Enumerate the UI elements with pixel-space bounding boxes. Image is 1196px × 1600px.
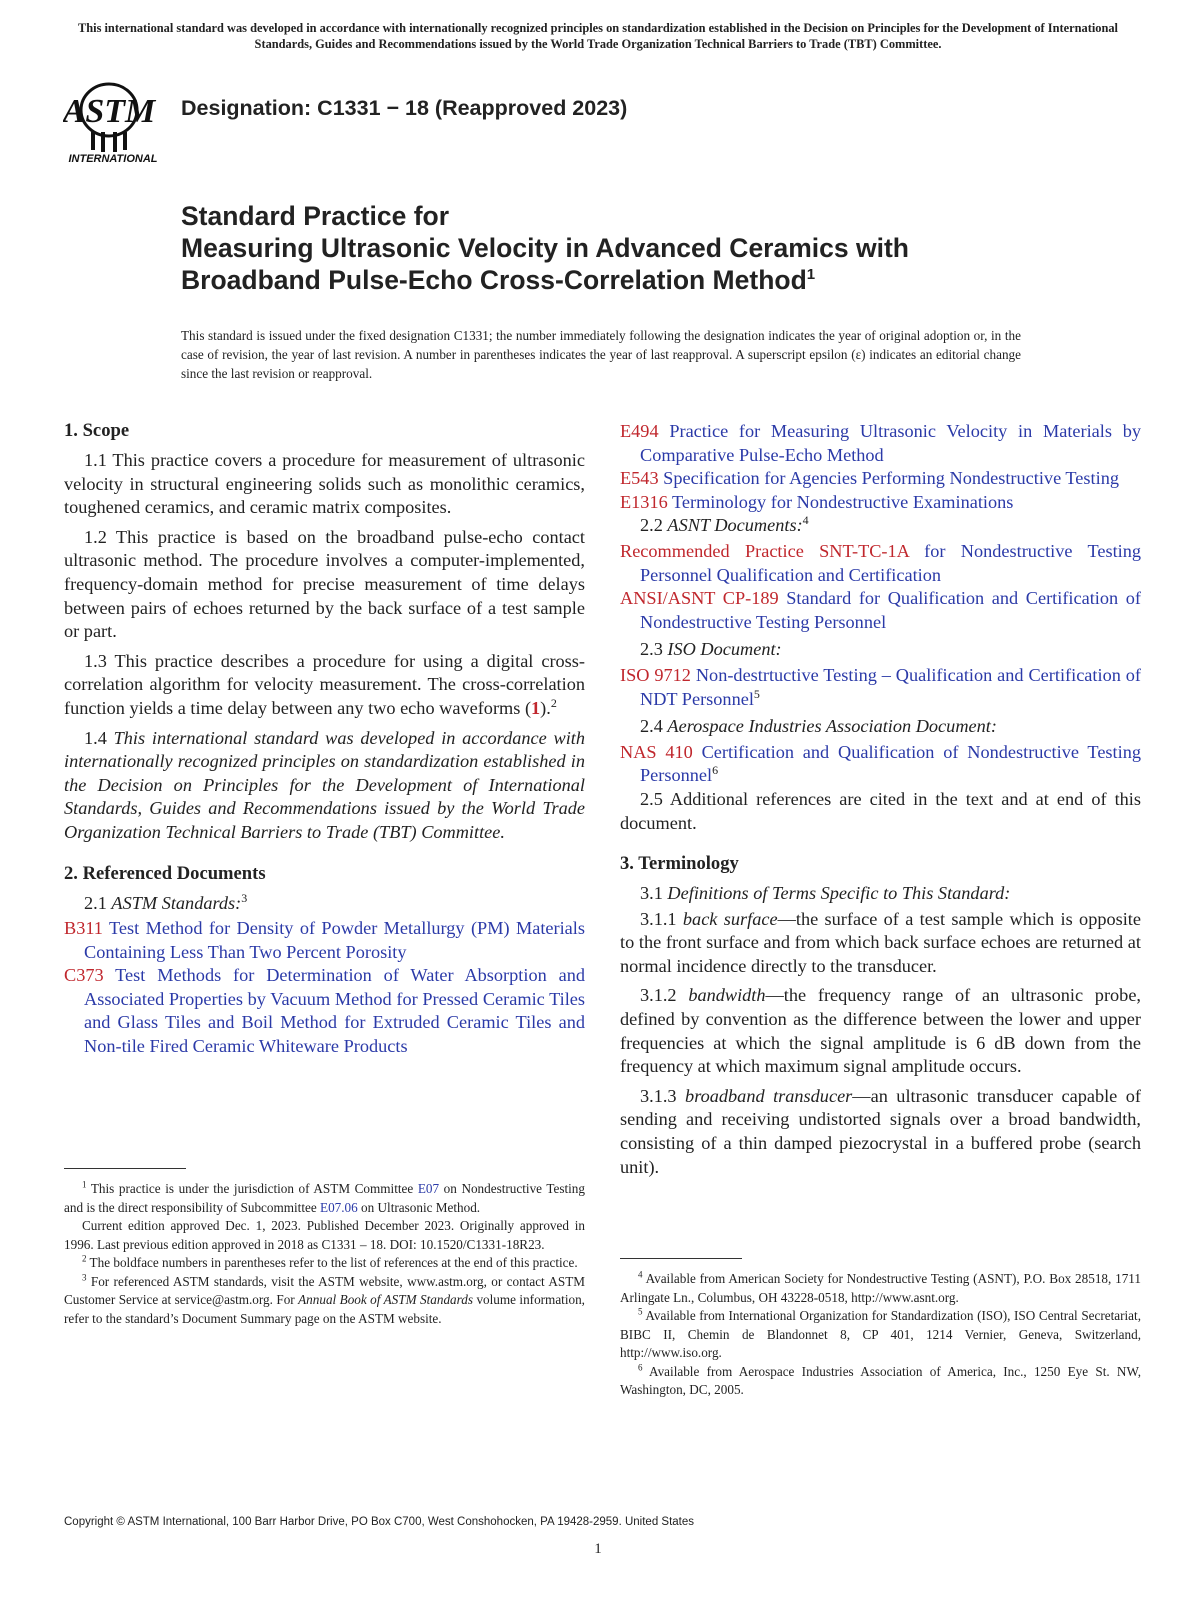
reference-1-link[interactable]: 1 [531, 697, 541, 718]
page-number: 1 [594, 1541, 602, 1557]
term-back-surface: 3.1.1 back surface—the surface of a test sample which is opposite to the front surface and from which back surface echoes are returned at normal incidence directly to the transducer. [620, 908, 1141, 976]
scope-1-4: 1.4 This international standard was developed in accordance with internationally recognized principles on standardization established in the Decision on Principles for the Development of International Standards, Guides and Recommendations issued by the World Trade Organization Technical Barriers to Trade (TBT) Committee. [64, 727, 586, 842]
ref-c373[interactable]: C373 Test Methods for Determination of Water Absorption and Associated Properties by Vacuum Method for Pressed Ceramic Tiles and Glass Tiles and Boil Method for Extruded Ceramic Tiles and Non-tile Fired Ceramic Whiteware Products [64, 965, 585, 1057]
astm-logo-icon [63, 70, 175, 166]
footnote-2-ref[interactable]: 2 [550, 695, 557, 710]
footnote-6: $^6$ Available from Aerospace Industries Association of America, Inc., 1250 Eye St. NW, Washington, DC, 2005. [620, 1362, 1141, 1397]
ref-b311[interactable]: B311 Test Method for Density of Powder Metallurgy (PM) Materials Containing Less Than Two Percent Porosity [64, 918, 585, 962]
right-column [620, 420, 1141, 1185]
committee-e07-link[interactable]: E07 [417, 1181, 440, 1196]
scope-1-3: 1.3 This practice describes a procedure for using a digital cross-correlation algorithm for velocity measurement. The cross-correlation function yields a time delay between any two echo waveforms (1).$^2$ [64, 650, 585, 718]
document-title [181, 200, 909, 296]
scope-1-2: 1.2 This practice is based on the broadband pulse-echo contact ultrasonic method. The procedure involves a computer-implemented, frequency-domain method for precise measurement of time delays between pairs of echoes returned by the back surface of a test sample or part. [64, 526, 585, 642]
left-column [64, 420, 585, 1059]
term-bandwidth: 3.1.2 bandwidth—the frequency range of an ultrasonic probe, defined by convention as the difference between the lower and upper frequencies at which the signal amplitude is 6 dB down from the frequency at which maximum signal amplitude occurs. [620, 985, 1142, 1077]
footnote-1: $^1$ This practice is under the jurisdiction of ASTM Committee E07 on Nondestructive Testing and is the direct responsibility of Subcommittee E07.06 on Ultrasonic Method. [64, 1179, 585, 1215]
ref-e494[interactable]: E494 Practice for Measuring Ultrasonic Velocity in Materials by Comparative Pulse-Echo Method [620, 421, 1141, 465]
ref-e1316[interactable]: E1316 Terminology for Nondestructive Examinations [620, 491, 1014, 512]
designation: Designation: C1331 − 18 (Reapproved 2023) [181, 96, 628, 120]
title-line-1: Standard Practice for [181, 201, 450, 231]
aia-document-subhead: 2.4 Aerospace Industries Association Document: [640, 716, 997, 737]
title-line-2: Measuring Ultrasonic Velocity in Advanced Ceramics with [181, 233, 909, 263]
issuance-note: This standard is issued under the fixed designation C1331; the number immediately following the designation indicates the year of original adoption or, in the case of revision, the year of last revision. A number in parentheses indicates the year of last reapproval. A superscript epsilon (ε) indicates an editorial change since the last revision or reapproval. [181, 328, 1021, 381]
ref-nas-410[interactable]: NAS 410 Certification and Qualification of Nondestructive Testing Personnel$^6$ [620, 741, 1141, 786]
ref-iso-9712[interactable]: ISO 9712 Non-destrtuctive Testing – Qualification and Certification of NDT Personnel$^5$ [620, 664, 1142, 709]
footnote-5: $^5$ Available from International Organization for Standardization (ISO), ISO Central Secretariat, BIBC II, Chemin de Blandonnet 8, CP 401, 1214 Vernier, Geneva, Switzerland, http://www.iso.org. [620, 1306, 1141, 1360]
iso-document-subhead: 2.3 ISO Document: [640, 639, 782, 660]
footnotes-left [64, 1180, 585, 1328]
logo-letters: ASTM [63, 93, 156, 130]
ref-snt-tc-1a[interactable]: Recommended Practice SNT-TC-1A for Nondestructive Testing Personnel Qualification and Certification [620, 540, 1142, 585]
ref-e543[interactable]: E543 Specification for Agencies Performing Nondestructive Testing [620, 468, 1119, 489]
asnt-documents-subhead: 2.2 ASNT Documents:$^4$ [640, 513, 809, 536]
terminology-3-1: 3.1 Definitions of Terms Specific to This Standard: [640, 883, 1011, 904]
scope-heading: 1. Scope [64, 420, 130, 441]
term-broadband-transducer: 3.1.3 broadband transducer—an ultrasonic transducer capable of sending and receiving undistorted signals over a broad bandwidth, consisting of a thin damped piezocrystal in a buffered probe (search unit). [620, 1085, 1141, 1177]
footnote-4: $^4$ Available from American Society for Nondestructive Testing (ASNT), P.O. Box 28518, 1711 Arlingate Ln., Columbus, OH 43228-0518, http://www.asnt.org. [620, 1269, 1141, 1305]
title-footnote-ref[interactable]: 1 [806, 266, 816, 284]
footnote-rule-left [64, 1168, 186, 1169]
wto-notice: This international standard was developed in accordance with internationally recognized principles on standardization established in the Decision on Principles for the Development of International Standards, Guides and Recommendations issued by the World Trade Organization Technical Barriers to Trade (TBT) Committee. [77, 21, 1119, 51]
logo-caption: INTERNATIONAL [68, 153, 158, 165]
copyright-line: Copyright © ASTM International, 100 Barr Harbor Drive, PO Box C700, West Conshohocken, PA 19428-2959. United States [64, 1516, 695, 1528]
subcommittee-e0706-link[interactable]: E07.06 [320, 1199, 358, 1215]
referenced-2-5: 2.5 Additional references are cited in the text and at end of this document. [620, 788, 1141, 833]
referenced-docs-heading: 2. Referenced Documents [64, 862, 266, 884]
footnotes-right [620, 1270, 1141, 1400]
footnote-rule-right [620, 1258, 742, 1259]
footnote-3: $^3$ For referenced ASTM standards, visit the ASTM website, www.astm.org, or contact ASTM Customer Service at service@astm.org. For Annual Book of ASTM Standards volume information, refer to the standard’s Document Summary page on the ASTM website. [64, 1272, 585, 1326]
footnote-1-edition: Current edition approved Dec. 1, 2023. Published December 2023. Originally approved in 1996. Last previous edition approved in 2018 as C1331 – 18. DOI: 10.1520/C1331-18R23. [64, 1218, 585, 1252]
terminology-heading: 3. Terminology [620, 853, 739, 875]
footnote-2: $^2$ The boldface numbers in parentheses refer to the list of references at the end of this practice. [82, 1253, 578, 1270]
title-line-3: Broadband Pulse-Echo Cross-Correlation Method [181, 265, 807, 295]
ref-cp-189[interactable]: ANSI/ASNT CP-189 Standard for Qualification and Certification of Nondestructive Testing Personnel [620, 588, 1141, 632]
astm-standards-subhead: 2.1 ASTM Standards:$^3$ [84, 890, 248, 913]
scope-1-1: 1.1 This practice covers a procedure for measurement of ultrasonic velocity in structural engineering solids such as monolithic ceramics, toughened ceramics, and ceramic matrix composites. [64, 450, 585, 518]
